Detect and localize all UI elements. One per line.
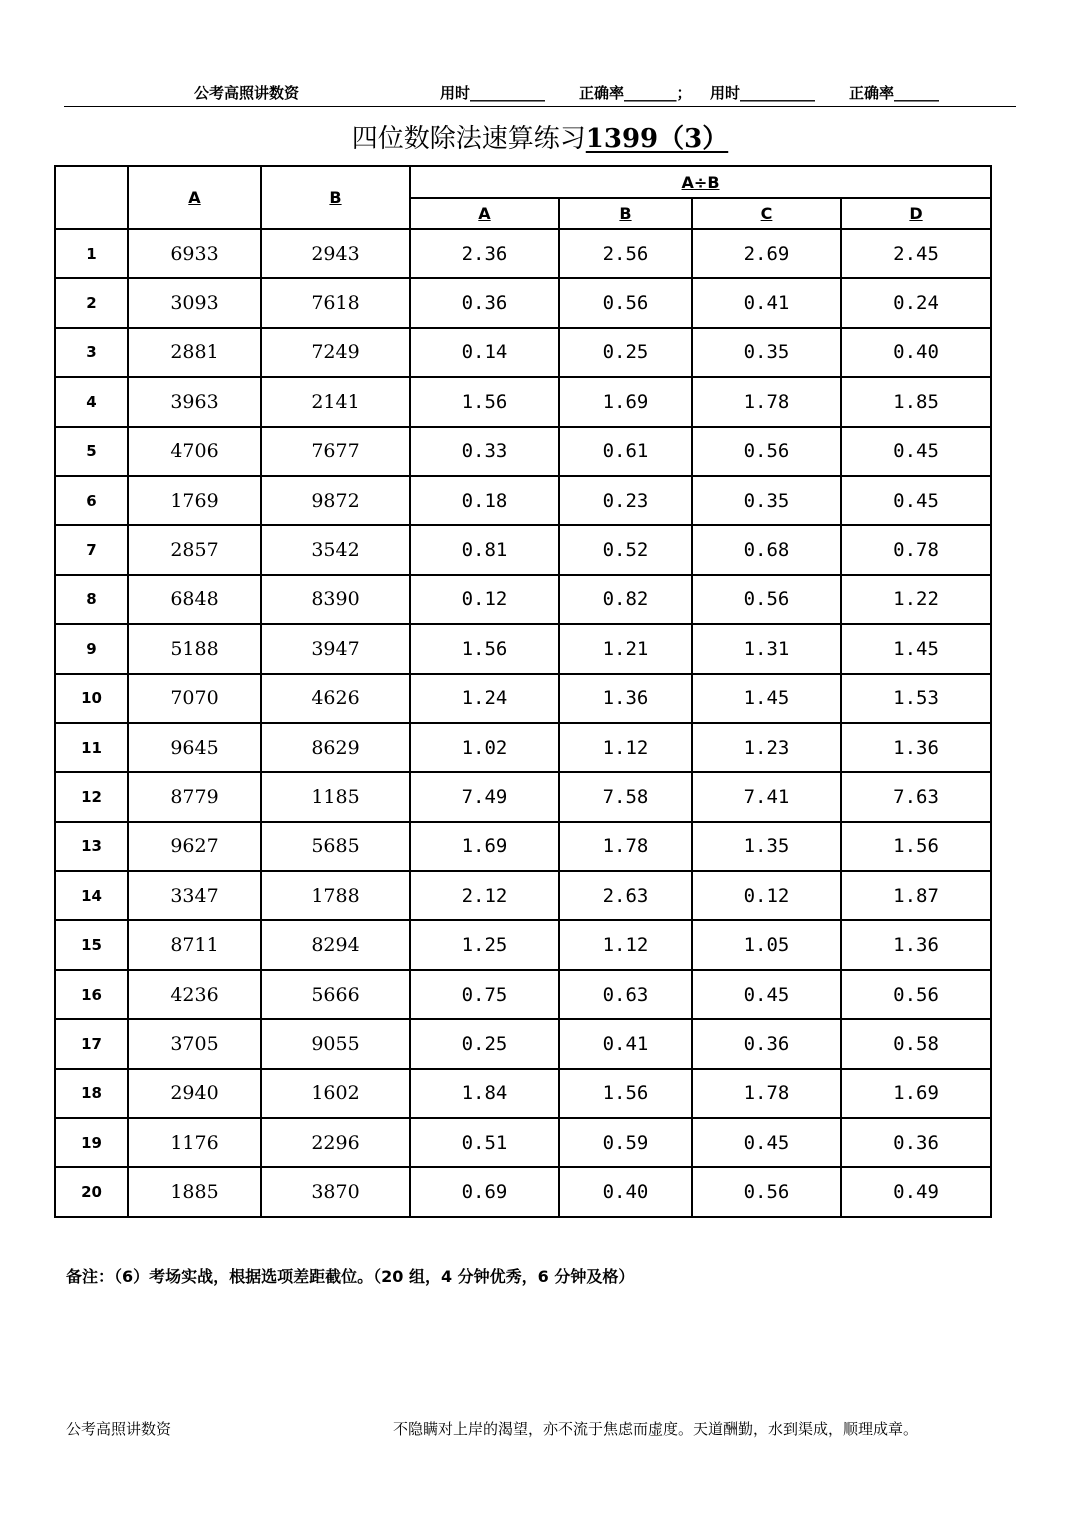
- option-b-cell: 1.56: [559, 1069, 692, 1118]
- option-b-cell: 1.36: [559, 674, 692, 723]
- row-index: 19: [55, 1118, 128, 1167]
- option-a-cell: 0.51: [410, 1118, 559, 1167]
- option-b-cell: 0.40: [559, 1167, 692, 1216]
- value-b-cell: 7249: [261, 328, 410, 377]
- value-b-cell: 5666: [261, 970, 410, 1019]
- value-a-cell: 5188: [128, 624, 261, 673]
- value-a-cell: 1176: [128, 1118, 261, 1167]
- value-b-cell: 9055: [261, 1019, 410, 1068]
- option-b-cell: 0.41: [559, 1019, 692, 1068]
- option-d-cell: 0.40: [841, 328, 991, 377]
- option-d-cell: 1.36: [841, 723, 991, 772]
- option-b-cell: 1.21: [559, 624, 692, 673]
- option-d-cell: 0.78: [841, 525, 991, 574]
- option-a-cell: 2.36: [410, 229, 559, 278]
- page-title: [0, 118, 1080, 155]
- row-index: 6: [55, 476, 128, 525]
- row-index: 3: [55, 328, 128, 377]
- value-a-cell: 1885: [128, 1167, 261, 1216]
- option-d-cell: 2.45: [841, 229, 991, 278]
- row-index: 15: [55, 920, 128, 969]
- value-b-cell: 7677: [261, 427, 410, 476]
- value-b-cell: 1185: [261, 772, 410, 821]
- option-c-cell: 2.69: [692, 229, 841, 278]
- table-row: [55, 1019, 991, 1068]
- value-a-cell: 4706: [128, 427, 261, 476]
- table-row: [55, 575, 991, 624]
- value-b-cell: 8629: [261, 723, 410, 772]
- value-a-cell: 9627: [128, 822, 261, 871]
- option-d-cell: 1.87: [841, 871, 991, 920]
- table-row: [55, 525, 991, 574]
- table-row: [55, 1118, 991, 1167]
- option-d-cell: 1.36: [841, 920, 991, 969]
- row-index: 5: [55, 427, 128, 476]
- option-a-cell: 0.81: [410, 525, 559, 574]
- table-row: [55, 427, 991, 476]
- option-b-cell: 2.63: [559, 871, 692, 920]
- option-a-cell: 0.33: [410, 427, 559, 476]
- header-divider: [64, 106, 1016, 107]
- table-row: [55, 970, 991, 1019]
- option-b-cell: 0.59: [559, 1118, 692, 1167]
- note-text: 备注：（6）考场实战，根据选项差距截位。（20 组，4 分钟优秀，6 分钟及格）: [66, 1267, 635, 1286]
- value-a-cell: 2940: [128, 1069, 261, 1118]
- value-b-cell: 1788: [261, 871, 410, 920]
- option-c-cell: 0.68: [692, 525, 841, 574]
- header-brand: 公考高照讲数资: [194, 84, 300, 102]
- row-index: 1: [55, 229, 128, 278]
- value-a-cell: 2881: [128, 328, 261, 377]
- row-index: 4: [55, 377, 128, 426]
- value-a-cell: 9645: [128, 723, 261, 772]
- option-c-cell: 0.41: [692, 278, 841, 327]
- value-b-cell: 2296: [261, 1118, 410, 1167]
- table-row: [55, 920, 991, 969]
- option-a-cell: 0.75: [410, 970, 559, 1019]
- value-b-cell: 8294: [261, 920, 410, 969]
- col-b-header: B: [261, 166, 410, 229]
- option-b-cell: 0.52: [559, 525, 692, 574]
- footer-motto: 不隐瞒对上岸的渴望，亦不流于焦虑而虚度。天道酬勤，水到渠成，顺理成章。: [393, 1420, 919, 1438]
- value-a-cell: 1769: [128, 476, 261, 525]
- value-a-cell: 8711: [128, 920, 261, 969]
- option-a-cell: 0.18: [410, 476, 559, 525]
- value-b-cell: 1602: [261, 1069, 410, 1118]
- option-d-cell: 0.56: [841, 970, 991, 1019]
- option-b-cell: 0.63: [559, 970, 692, 1019]
- table-row: [55, 871, 991, 920]
- value-b-cell: 2141: [261, 377, 410, 426]
- option-c-cell: 7.41: [692, 772, 841, 821]
- option-d-cell: 1.22: [841, 575, 991, 624]
- option-c-cell: 1.78: [692, 377, 841, 426]
- row-index: 8: [55, 575, 128, 624]
- value-a-cell: 6933: [128, 229, 261, 278]
- option-a-cell: 1.84: [410, 1069, 559, 1118]
- value-b-cell: 3870: [261, 1167, 410, 1216]
- table-row: [55, 674, 991, 723]
- option-c-cell: 0.56: [692, 1167, 841, 1216]
- table-row: [55, 1069, 991, 1118]
- option-c-cell: 1.05: [692, 920, 841, 969]
- option-d-cell: 0.49: [841, 1167, 991, 1216]
- table-row: [55, 377, 991, 426]
- option-d-cell: 7.63: [841, 772, 991, 821]
- option-d-cell: 0.58: [841, 1019, 991, 1068]
- value-a-cell: 4236: [128, 970, 261, 1019]
- option-c-cell: 1.45: [692, 674, 841, 723]
- option-c-cell: 0.36: [692, 1019, 841, 1068]
- option-d-cell: 1.45: [841, 624, 991, 673]
- option-c-cell: 1.23: [692, 723, 841, 772]
- option-c-header: C: [692, 198, 841, 229]
- row-index: 2: [55, 278, 128, 327]
- option-b-cell: 0.23: [559, 476, 692, 525]
- option-a-cell: 1.02: [410, 723, 559, 772]
- row-index: 12: [55, 772, 128, 821]
- option-d-cell: 1.56: [841, 822, 991, 871]
- option-c-cell: 0.56: [692, 427, 841, 476]
- option-b-cell: 1.12: [559, 723, 692, 772]
- footer-brand: 公考高照讲数资: [66, 1420, 172, 1438]
- title-number: 1399（3）: [585, 124, 729, 154]
- table-row: [55, 278, 991, 327]
- option-d-cell: 0.45: [841, 427, 991, 476]
- value-b-cell: 7618: [261, 278, 410, 327]
- option-a-header: A: [410, 198, 559, 229]
- value-b-cell: 3947: [261, 624, 410, 673]
- row-index: 11: [55, 723, 128, 772]
- option-b-cell: 1.78: [559, 822, 692, 871]
- option-c-cell: 0.45: [692, 1118, 841, 1167]
- accuracy-field-2: 正确率______: [849, 84, 940, 102]
- option-a-cell: 0.25: [410, 1019, 559, 1068]
- time-field-2: 用时__________: [710, 84, 816, 102]
- option-c-cell: 0.35: [692, 476, 841, 525]
- option-c-cell: 1.31: [692, 624, 841, 673]
- table-row: [55, 476, 991, 525]
- row-index: 10: [55, 674, 128, 723]
- option-a-cell: 7.49: [410, 772, 559, 821]
- option-a-cell: 0.36: [410, 278, 559, 327]
- option-b-cell: 0.61: [559, 427, 692, 476]
- value-a-cell: 8779: [128, 772, 261, 821]
- option-a-cell: 0.14: [410, 328, 559, 377]
- option-a-cell: 0.12: [410, 575, 559, 624]
- row-index: 16: [55, 970, 128, 1019]
- option-b-cell: 7.58: [559, 772, 692, 821]
- option-b-cell: 0.56: [559, 278, 692, 327]
- index-header: [55, 166, 128, 229]
- value-b-cell: 4626: [261, 674, 410, 723]
- option-c-cell: 0.12: [692, 871, 841, 920]
- value-b-cell: 3542: [261, 525, 410, 574]
- table-row: [55, 328, 991, 377]
- table-row: [55, 723, 991, 772]
- table-row: [55, 624, 991, 673]
- option-b-cell: 1.12: [559, 920, 692, 969]
- value-a-cell: 3347: [128, 871, 261, 920]
- option-d-cell: 0.24: [841, 278, 991, 327]
- option-a-cell: 2.12: [410, 871, 559, 920]
- accuracy-field-1: 正确率_______；: [579, 84, 692, 102]
- option-a-cell: 1.56: [410, 624, 559, 673]
- option-d-cell: 1.69: [841, 1069, 991, 1118]
- value-a-cell: 7070: [128, 674, 261, 723]
- option-c-cell: 1.78: [692, 1069, 841, 1118]
- value-a-cell: 3963: [128, 377, 261, 426]
- quotient-group-header: A÷B: [410, 166, 991, 198]
- time-field-1: 用时__________: [440, 84, 546, 102]
- option-b-cell: 0.82: [559, 575, 692, 624]
- option-b-cell: 2.56: [559, 229, 692, 278]
- option-a-cell: 1.56: [410, 377, 559, 426]
- row-index: 9: [55, 624, 128, 673]
- option-d-cell: 1.53: [841, 674, 991, 723]
- row-index: 20: [55, 1167, 128, 1216]
- value-b-cell: 9872: [261, 476, 410, 525]
- value-a-cell: 3705: [128, 1019, 261, 1068]
- option-c-cell: 0.56: [692, 575, 841, 624]
- value-a-cell: 3093: [128, 278, 261, 327]
- table-row: [55, 822, 991, 871]
- row-index: 14: [55, 871, 128, 920]
- option-d-cell: 0.45: [841, 476, 991, 525]
- option-a-cell: 1.24: [410, 674, 559, 723]
- value-b-cell: 8390: [261, 575, 410, 624]
- option-d-cell: 0.36: [841, 1118, 991, 1167]
- option-a-cell: 1.25: [410, 920, 559, 969]
- value-a-cell: 2857: [128, 525, 261, 574]
- option-c-cell: 0.35: [692, 328, 841, 377]
- value-b-cell: 5685: [261, 822, 410, 871]
- row-index: 17: [55, 1019, 128, 1068]
- option-a-cell: 0.69: [410, 1167, 559, 1216]
- option-b-header: B: [559, 198, 692, 229]
- option-d-cell: 1.85: [841, 377, 991, 426]
- value-a-cell: 6848: [128, 575, 261, 624]
- value-b-cell: 2943: [261, 229, 410, 278]
- option-c-cell: 1.35: [692, 822, 841, 871]
- option-b-cell: 1.69: [559, 377, 692, 426]
- table-row: [55, 772, 991, 821]
- table-row: [55, 1167, 991, 1216]
- page-header: [64, 80, 1016, 104]
- row-index: 18: [55, 1069, 128, 1118]
- col-a-header: A: [128, 166, 261, 229]
- exercise-table: [54, 165, 992, 1218]
- row-index: 7: [55, 525, 128, 574]
- title-prefix: 四位数除法速算练习: [351, 124, 586, 154]
- option-d-header: D: [841, 198, 991, 229]
- option-b-cell: 0.25: [559, 328, 692, 377]
- option-a-cell: 1.69: [410, 822, 559, 871]
- option-c-cell: 0.45: [692, 970, 841, 1019]
- row-index: 13: [55, 822, 128, 871]
- table-row: [55, 229, 991, 278]
